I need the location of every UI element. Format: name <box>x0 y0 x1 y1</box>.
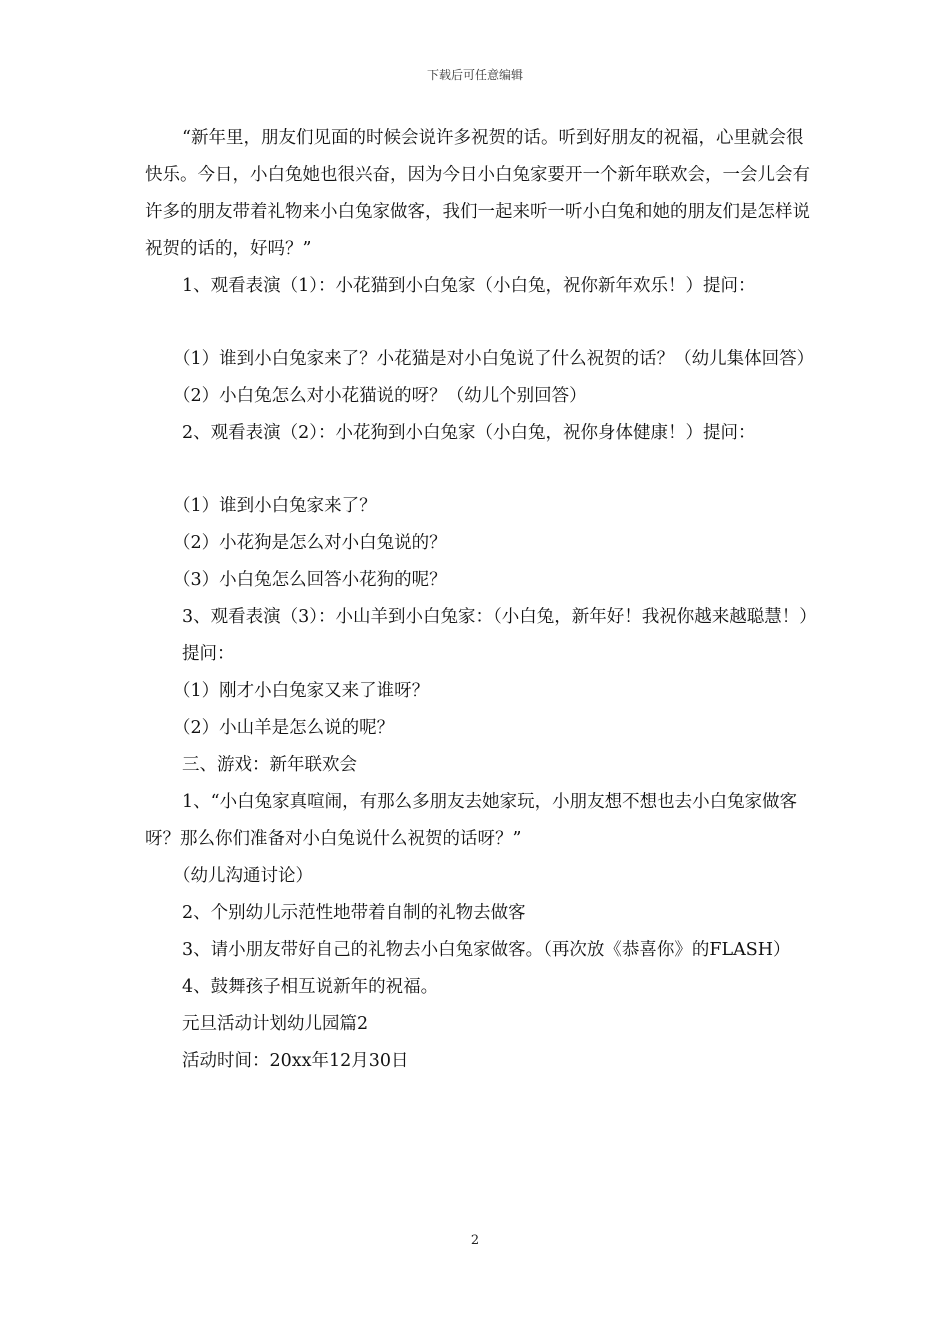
performance-3: 3、观看表演（3）：小山羊到小白兔家：（小白兔，新年好！我祝你越来越聪慧！） <box>182 607 817 627</box>
document-body <box>145 120 817 1080</box>
game-step-2: 2、个别幼儿示范性地带着自制的礼物去做客 <box>182 903 526 923</box>
activity-time: 活动时间：20xx年12月30日 <box>182 1051 409 1071</box>
question-2-2: （2）小花狗是怎么对小白兔说的？ <box>173 533 447 553</box>
performance-2: 2、观看表演（2）：小花狗到小白兔家（小白兔，祝你身体健康！）提问： <box>182 423 756 443</box>
question-2-3: （3）小白兔怎么回答小花狗的呢？ <box>173 570 447 590</box>
question-1-2: （2）小白兔怎么对小花猫说的呀？（幼儿个别回答） <box>173 386 587 406</box>
blank-line <box>145 305 817 341</box>
intro-paragraph: “新年里，朋友们见面的时候会说许多祝贺的话。听到好朋友的祝福，心里就会很快乐。今日，小白兔她也很兴奋，因为今日小白兔家要开一个新年联欢会，一会儿会有许多的朋友带着礼物来小白兔家做客，我们一起来听一听小白兔和她的朋友们是怎样说祝贺的话的，好吗？” <box>145 128 810 259</box>
page-number: 2 <box>470 1233 480 1248</box>
question-3-2: （2）小山羊是怎么说的呢？ <box>173 718 395 738</box>
game-step-3: 3、请小朋友带好自己的礼物去小白兔家做客。（再次放《恭喜你》的FLASH） <box>182 940 791 960</box>
section-game-heading: 三、游戏：新年联欢会 <box>182 755 357 775</box>
ask-label: 提问： <box>182 644 235 664</box>
game-step-1: 1、“小白兔家真喧闹，有那么多朋友去她家玩，小朋友想不想也去小白兔家做客呀？那么你们准备对小白兔说什么祝贺的话呀？” <box>145 792 798 849</box>
question-2-1: （1）谁到小白兔家来了？ <box>173 496 377 516</box>
question-3-1: （1）刚才小白兔家又来了谁呀？ <box>173 681 430 701</box>
performance-1: 1、观看表演（1）：小花猫到小白兔家（小白兔，祝你新年欢乐！）提问： <box>182 276 756 296</box>
blank-line <box>145 452 817 488</box>
discussion-note: （幼儿沟通讨论） <box>173 866 313 886</box>
game-step-4: 4、鼓舞孩子相互说新年的祝福。 <box>182 977 439 997</box>
plan-title: 元旦活动计划幼儿园篇2 <box>182 1014 369 1034</box>
question-1-1: （1）谁到小白兔家来了？小花猫是对小白兔说了什么祝贺的话？（幼儿集体回答） <box>173 349 815 369</box>
page-header: 下载后可任意编辑 <box>426 68 523 82</box>
